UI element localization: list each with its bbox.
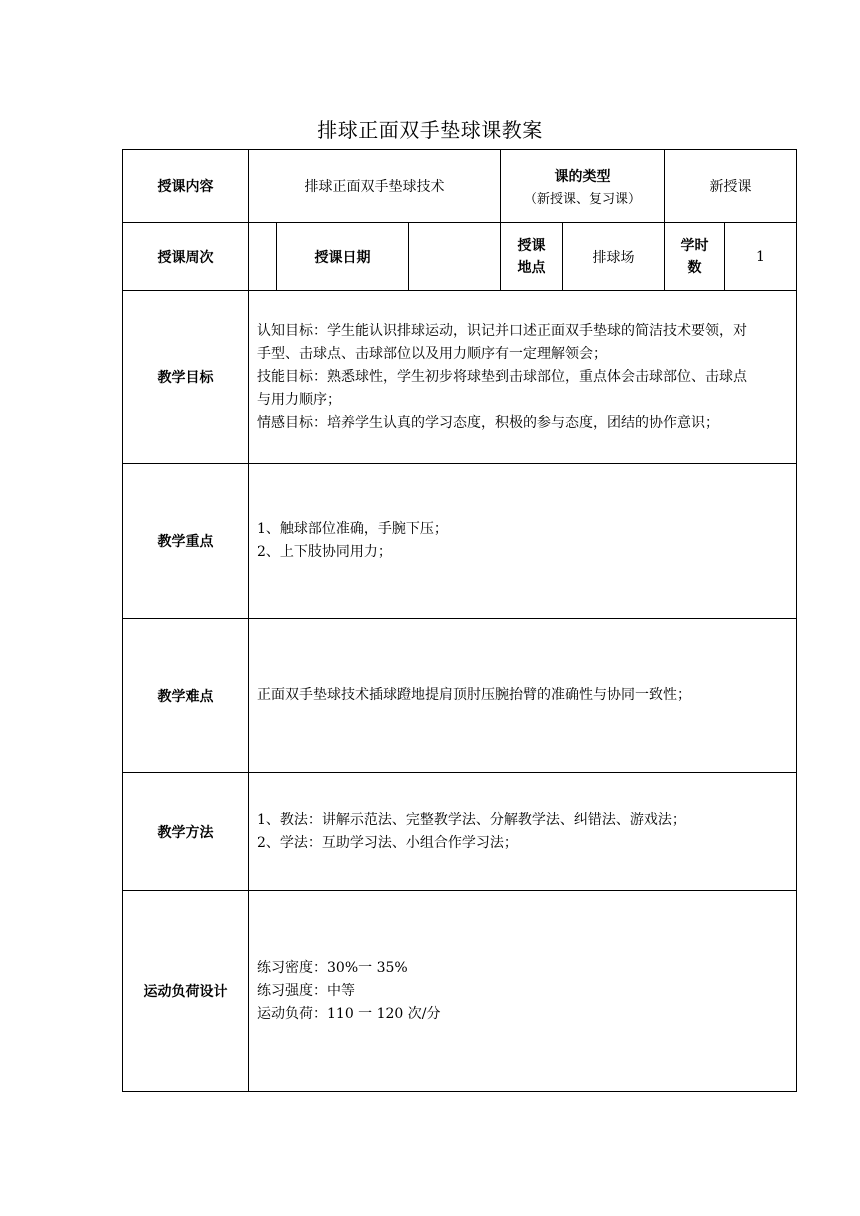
goals-line: 认知目标：学生能认识排球运动，识记并口述正面双手垫球的简洁技术要领，对 [257, 322, 747, 339]
content-value: 排球正面双手垫球技术 [249, 150, 501, 223]
methods-label: 教学方法 [123, 773, 249, 891]
lesson-type-label: 课的类型 [554, 168, 611, 185]
place-label [501, 223, 563, 291]
document-title: 排球正面双手垫球课教案 [317, 118, 543, 142]
place-label-line1: 授课 [517, 237, 546, 254]
lesson-type-cell [501, 150, 665, 223]
date-value [409, 223, 501, 291]
lesson-type-sub: （新授课、复习课） [524, 191, 642, 207]
lesson-type-value: 新授课 [665, 150, 797, 223]
goals-label: 教学目标 [123, 291, 249, 464]
row-load [123, 891, 797, 1092]
lesson-plan-table [122, 149, 797, 1092]
date-label: 授课日期 [277, 223, 409, 291]
key-points-label: 教学重点 [123, 464, 249, 619]
hours-label [665, 223, 725, 291]
load-line: 练习强度：中等 [257, 982, 355, 999]
week-value [249, 223, 277, 291]
row-key-points [123, 464, 797, 619]
goals-line: 情感目标：培养学生认真的学习态度，积极的参与态度，团结的协作意识； [257, 414, 719, 431]
row-goals [123, 291, 797, 464]
row-content [123, 150, 797, 223]
goals-line: 技能目标：熟悉球性，学生初步将球垫到击球部位，重点体会击球部位、击球点 [257, 368, 747, 385]
difficulties-label: 教学难点 [123, 619, 249, 773]
place-value: 排球场 [563, 223, 665, 291]
week-label: 授课周次 [123, 223, 249, 291]
hours-label-line1: 学时 [680, 237, 709, 254]
hours-value: 1 [725, 223, 797, 291]
goals-line: 与用力顺序； [257, 391, 341, 408]
key-point-line: 1、触球部位准确，手腕下压； [257, 521, 448, 537]
content-label: 授课内容 [123, 150, 249, 223]
place-label-line2: 地点 [517, 259, 546, 276]
key-points-text [249, 464, 797, 619]
key-point-line: 2、上下肢协同用力； [257, 544, 392, 560]
hours-label-line2: 数 [687, 259, 702, 276]
difficulty-line: 正面双手垫球技术插球蹬地提肩顶肘压腕抬臂的准确性与协同一致性； [257, 687, 691, 703]
row-difficulties [123, 619, 797, 773]
load-line: 运动负荷：110 一 120 次/分 [257, 1005, 441, 1022]
goals-text [249, 291, 797, 464]
row-methods [123, 773, 797, 891]
load-line: 练习密度：30%一 35% [257, 959, 408, 976]
methods-text [249, 773, 797, 891]
goals-line: 手型、击球点、击球部位以及用力顺序有一定理解领会； [257, 345, 607, 362]
load-text [249, 891, 797, 1092]
row-schedule [123, 223, 797, 291]
difficulties-text [249, 619, 797, 773]
load-label: 运动负荷设计 [123, 891, 249, 1092]
method-line: 2、学法：互助学习法、小组合作学习法； [257, 834, 518, 851]
method-line: 1、教法：讲解示范法、完整教学法、分解教学法、纠错法、游戏法； [257, 811, 686, 828]
